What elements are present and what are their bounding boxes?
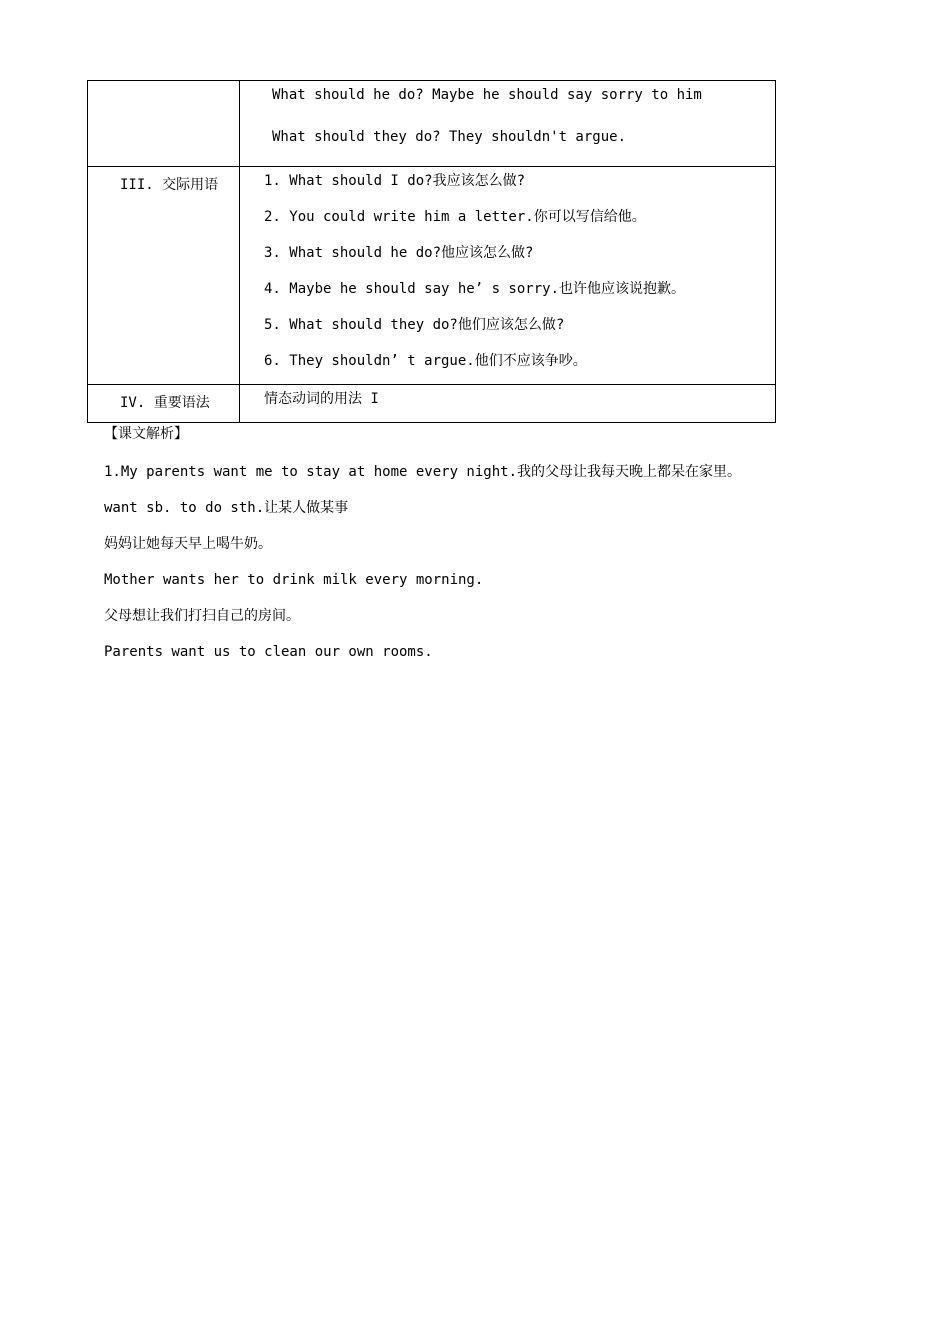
sentence-line: What should he do? Maybe he should say sorry to him xyxy=(272,87,702,103)
table-row xyxy=(88,385,776,423)
phrase-item: 1. What should I do?我应该怎么做? xyxy=(264,173,526,189)
table-row xyxy=(88,167,776,385)
analysis-line: 1.My parents want me to stay at home every night.我的父母让我每天晚上都呆在家里。 xyxy=(104,464,742,480)
phrase-item: 3. What should he do?他应该怎么做? xyxy=(264,245,534,261)
row-content-cell xyxy=(240,385,776,423)
phrase-item: 2. You could write him a letter.你可以写信给他。 xyxy=(264,209,646,225)
analysis-line: 妈妈让她每天早上喝牛奶。 xyxy=(104,536,272,552)
sentence-line: What should they do? They shouldn't argue. xyxy=(272,129,627,145)
row-label: IV. 重要语法 xyxy=(120,395,210,411)
text-analysis-section xyxy=(104,424,924,662)
row-label-cell xyxy=(88,385,240,423)
analysis-line: 父母想让我们打扫自己的房间。 xyxy=(104,608,300,624)
phrase-item: 6. They shouldn’ t argue.他们不应该争吵。 xyxy=(264,353,587,369)
section-heading: 【课文解析】 xyxy=(104,426,188,442)
grammar-item: 情态动词的用法 I xyxy=(264,391,379,407)
analysis-line: Parents want us to clean our own rooms. xyxy=(104,644,433,660)
phrase-item: 4. Maybe he should say he’ s sorry.也许他应该说抱歉。 xyxy=(264,281,686,297)
analysis-line: Mother wants her to drink milk every morning. xyxy=(104,572,484,588)
row-label-cell xyxy=(88,167,240,385)
phrase-item: 5. What should they do?他们应该怎么做? xyxy=(264,317,565,333)
table-row xyxy=(88,81,776,167)
row-label-cell xyxy=(88,81,240,167)
row-label: III. 交际用语 xyxy=(120,177,219,193)
row-content-cell xyxy=(240,81,776,167)
content-table xyxy=(87,80,776,423)
analysis-line: want sb. to do sth.让某人做某事 xyxy=(104,500,349,516)
row-content-cell xyxy=(240,167,776,385)
